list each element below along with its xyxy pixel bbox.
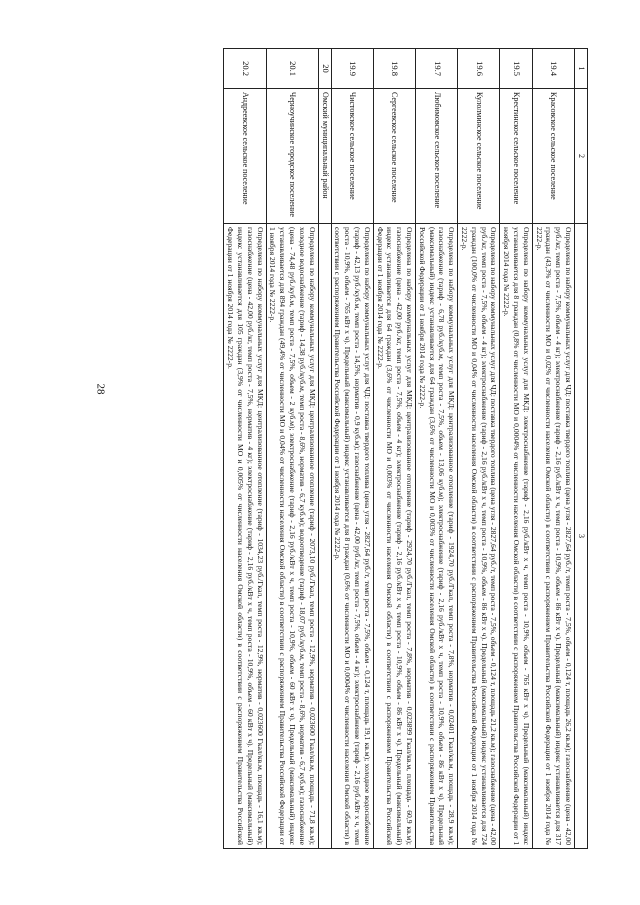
settlement-name: Любимовское сельское поселение (416, 89, 458, 224)
row-number: 19.5 (500, 49, 532, 89)
row-number: 19.6 (458, 49, 500, 89)
table-row (373, 49, 415, 849)
table-row (532, 49, 574, 849)
row-description: Определена по набору коммунальных услуг для ЧД: поставка твердого топлива (цена угля - 2827,64 руб./т, темп роста - 7,5%, объем - 0,124 т, площадь 21,2 кв.м); газоснабжение (цена - 42,00 руб./кг, темп роста - 7,5%, объем - 4 кг); электроснабжение (тариф - 2,16 руб./кВт х ч, темп роста - 10,9%, объем - 86 кВт х ч). Предельный (максимальный) индекс устанавливается для 724 граждан (100,0% от численности МО и 0,04% от численности населения Омской области) в соответствии с распоряжением Правительства Российской Федерации от 1 ноября 2014 года № 2222-р. (458, 224, 500, 849)
row-description: Определена по набору коммунальных услуг для ЧД: поставка твердого топлива (цена угля - 2827,64 руб./т, темп роста - 7,5%, объем - 0,124 т, площадь 19,1 кв.м); холодное водоснабжение (тариф - 42,13 руб./куб.м, темп роста - 14,5%, норматив - 0,9 куб.м); газоснабжение (цена - 42,00 руб./кг, темп роста - 7,5%, объем - 4 кг); электроснабжение (тариф - 2,16 руб./кВт х ч, темп роста - 10,9%, объем - 765 кВт х ч). Предельный (максимальный) индекс устанавливается для 8 граждан (0,6% от численности МО и 0,0004% от численности населения Омской области) в соответствии с распоряжением Правительства Российской Федерации от 1 ноября 2014 года № 2222-р. (331, 224, 373, 849)
row-description (318, 224, 331, 849)
row-number: 20.1 (266, 49, 318, 89)
settlement-name: Кулолминское сельское поселение (458, 89, 500, 224)
table-row (500, 49, 532, 849)
row-number: 20 (318, 49, 331, 89)
table-row (318, 49, 331, 849)
settlement-name: Красовское сельское поселение (532, 89, 574, 224)
row-description: Определена по набору коммунальных услуг для МКД: централизованное отопление (тариф - 1034,23 руб./Гкал, темп роста - 12,9%, норматив - 0,023600 Гкал/кв.м, площадь - 16,1 кв.м); газоснабжение (цена - 42,00 руб./кг, темп роста - 7,5%, норматив - 4 кг); электроснабжение (тариф - 2,16 руб./кВт х ч, темп роста - 10,9%, объем - 60 кВт х ч). Предельный (максимальный) индекс устанавливается для 105 граждан (3,9% от численности МО и 0,005% от численности населения Омской области) в соответствии с распоряжением Правительства Российской Федерации от 1 ноября 2014 года № 2222-р. (224, 224, 266, 849)
settlement-name: Чистовское сельское поселение (331, 89, 373, 224)
row-description: Определена по набору коммунальных услуг для МКД: централизованное отопление (тариф - 2073,10 руб./Гкал, темп роста - 12,9%, норматив - 0,023600 Гкал/кв.м, площадь - 71,8 кв.м); холодное водоснабжение (тариф - 14,38 руб./куб.м, темп роста - 8,6%, норматив - 6,7 куб.м); водоотведение (тариф - 18,07 руб./куб.м, темп роста - 8,6%, норматив - 6,7 куб.м); газоснабжение (цена - 74,48 руб./куб.м, темп роста - 7,5%, объем - 2 куб.м); электроснабжение (тариф - 2,16 руб./кВт х ч, темп роста - 10,9%, объем - 60 кВт х ч). Предельный (максимальный) индекс устанавливается для 894 граждан (49,4% от численности МО и 0,04% от численности населения Омской области) в соответствии с распоряжением Правительства Российской Федерации от 1 ноября 2014 года № 2222-р. (266, 224, 318, 849)
settlement-name: Крестинское сельское поселение (500, 89, 532, 224)
row-description: Определена по набору коммунальных услуг для МКД: централизованное отопление (тариф - 2924,70 руб./Гкал, темп роста - 7,8%, норматив - 0,023899 Гкал/кв.м, площадь - 60,9 кв.м); газоснабжение (цена - 42,00 руб./кг, темп роста - 7,5%, объем - 4 кг); электроснабжение (тариф - 2,16 руб./кВт х ч, темп роста - 10,9%, объем - 86 кВт х ч). Предельный (максимальный) индекс устанавливается для 64 граждан (3,6% от численности МО и 0,003% от численности населения Омской области) в соответствии с распоряжением Правительства Российской Федерации от 1 ноября 2014 года № 2222-р. (373, 224, 415, 849)
row-number: 19.8 (373, 49, 415, 89)
settlement-name: Андреевское сельское поселение (224, 89, 266, 224)
tariff-table (224, 48, 589, 849)
row-number: 20.2 (224, 49, 266, 89)
row-description: Определена по набору коммунальных услуг для МКД: централизованное отопление (тариф - 1924,70 руб./Гкал, темп роста - 7,8%, норматив - 0,02401 Гкал/кв.м, площадь - 28,9 кв.м); газоснабжение (тариф - 6,78 руб./куб.м, темп роста - 7,5%, объем - 13,06 куб.м); электроснабжение (тариф - 2,16 руб./кВт х ч, темп роста - 10,9%, объем - 86 кВт х ч). Предельный (максимальный) индекс устанавливается для 64 граждан (3,6% от численности МО и 0,003% от численности населения Омской области) в соответствии с распоряжением Правительства Российской Федерации от 1 ноября 2014 года № 2222-р. (416, 224, 458, 849)
table-row (266, 49, 318, 849)
table-row (416, 49, 458, 849)
row-number: 19.4 (532, 49, 574, 89)
page-number: 28 (94, 383, 107, 395)
table-header-row (575, 49, 588, 849)
row-description: Определена по набору коммунальных услуг для МКД: электроснабжение (тариф - 2,16 руб./кВт х ч, темп роста - 10,9%, объем - 765 кВт х ч). Предельный (максимальный) индекс устанавливается для 8 граждан (0,8% от численности МО и 0,0004% от численности населения Омской области) в соответствии с распоряжением Правительства Российской Федерации от 1 ноября 2014 года № 2222-р. (500, 224, 532, 849)
district-name: Омский муниципальный район (318, 89, 331, 224)
row-number: 19.9 (331, 49, 373, 89)
header-col-1: 1 (575, 49, 588, 89)
settlement-name: Сергеевское сельское поселение (373, 89, 415, 224)
table-row (458, 49, 500, 849)
settlement-name: Черноучинское городское поселение (266, 89, 318, 224)
rotated-table-container (68, 48, 588, 848)
row-description: Определена по набору коммунальных услуг для ЧД: поставка твердого топлива (цена угля - 2827,64 руб./т, темп роста - 7,5%, объем - 0,124 т, площадь 26,2 кв.м); газоснабжение (цена - 42,00 руб./кг, темп роста - 7,5%, объем - 4 кг); электроснабжение (тариф - 2,16 руб./кВт х ч, темп роста - 10,9%, объем - 86 кВт х ч). Предельный (максимальный) индекс устанавливается для 317 граждан (43,3% от численности МО и 0,02% от численности населения Омской области) в соответствии с распоряжением Правительства Российской Федерации от 1 ноября 2014 года № 2222-р. (532, 224, 574, 849)
table-row (331, 49, 373, 849)
table-row (224, 49, 266, 849)
row-number: 19.7 (416, 49, 458, 89)
header-col-2: 2 (575, 89, 588, 224)
header-col-3: 3 (575, 224, 588, 849)
